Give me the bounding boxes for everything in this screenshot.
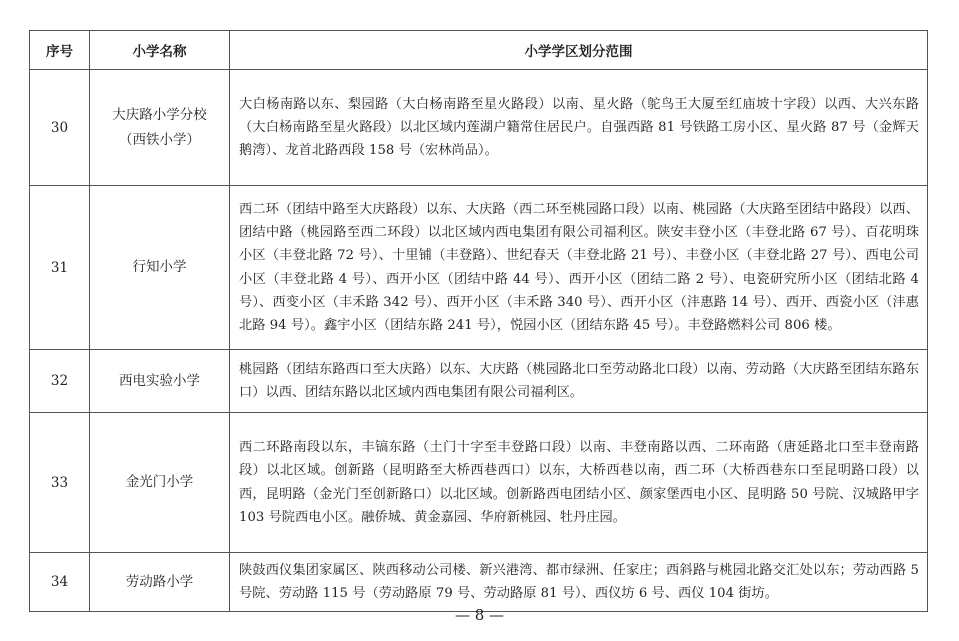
page-number: — 8 —	[454, 606, 505, 624]
table-row	[30, 350, 928, 413]
row-number: 34	[30, 553, 90, 612]
table-header-row	[30, 31, 928, 70]
row-number: 30	[30, 70, 90, 186]
table-row	[30, 70, 928, 186]
school-name-line: 劳动路小学	[125, 573, 194, 590]
school-name	[90, 413, 230, 553]
row-number: 33	[30, 413, 90, 553]
row-number: 32	[30, 350, 90, 413]
school-name-line: （西铁小学）	[119, 131, 200, 148]
table-row	[30, 553, 928, 612]
header-zone-range: 小学学区划分范围	[230, 31, 928, 70]
table-row	[30, 413, 928, 553]
zone-range-text: 西二环路南段以东，丰镐东路（土门十字至丰登路口段）以南、丰登南路以西、二环南路（唐延路北口至丰登南路段）以北区域。创新路（昆明路至大桥西巷西口）以东，大桥西巷以南，西二环（大桥西巷东口至昆明路口段）以西，昆明路（金光门至创新路口）以北区域。创新路西电团结小区、颜家堡西电小区、昆明路 50 号院、汉城路甲字 103 号院西电小区。融侨城、黄金嘉园、华府新桃园、牡丹庄园。	[230, 413, 928, 553]
school-name-line: 金光门小学	[125, 474, 194, 490]
zone-range-text: 陕鼓西仪集团家属区、陕西移动公司楼、新兴港湾、都市绿洲、任家庄；西斜路与桃园北路交汇处以东；劳动西路 5 号院、劳动路 115 号（劳动路原 79 号、劳动路原 81 号）、西仪坊 6 号、西仪 104 街坊。	[230, 553, 928, 612]
header-number: 序号	[30, 31, 90, 70]
school-name	[90, 70, 230, 186]
header-school-name: 小学名称	[90, 31, 230, 70]
school-name	[90, 350, 230, 413]
school-name-line: 行知小学	[132, 259, 187, 275]
school-name-line: 西电实验小学	[119, 372, 200, 389]
table-row	[30, 186, 928, 350]
school-name-line: 大庆路小学分校	[112, 106, 207, 123]
zone-range-text: 西二环（团结中路至大庆路段）以东、大庆路（西二环至桃园路口段）以南、桃园路（大庆路至团结中路段）以西、团结中路（桃园路至西二环段）以北区域内西电集团有限公司福利区。陕安丰登小区（丰登北路 67 号）、百花明珠小区（丰登北路 72 号）、十里铺（丰登路）、世纪春天（丰登北路 21 号）、丰登小区（丰登北路 27 号）、西电公司小区（丰登北路 4 号）、西开小区（团结中路 44 号）、西开小区（团结二路 2 号）、电瓷研究所小区（团结北路 4 号）、西变小区（丰禾路 342 号）、西开小区（丰禾路 340 号）、西开小区（沣惠路 14 号）、西开、西瓷小区（沣惠北路 94 号）。鑫宇小区（团结东路 241 号），悦园小区（团结东路 45 号）。丰登路燃料公司 806 楼。	[230, 186, 928, 350]
zone-range-text: 大白杨南路以东、梨园路（大白杨南路至星火路段）以南、星火路（鸵鸟王大厦至红庙坡十字段）以西、大兴东路（大白杨南路至星火路段）以北区域内莲湖户籍常住居民户。自强西路 81 号铁路工房小区、星火路 87 号（金辉天鹅湾）、龙首北路西段 158 号（宏林尚品）。	[230, 70, 928, 186]
zone-range-text: 桃园路（团结东路西口至大庆路）以东、大庆路（桃园路北口至劳动路北口段）以南、劳动路（大庆路至团结东路东口）以西、团结东路以北区域内西电集团有限公司福利区。	[230, 350, 928, 413]
row-number: 31	[30, 186, 90, 350]
school-zone-table	[29, 30, 928, 612]
school-name	[90, 553, 230, 612]
school-name	[90, 186, 230, 350]
